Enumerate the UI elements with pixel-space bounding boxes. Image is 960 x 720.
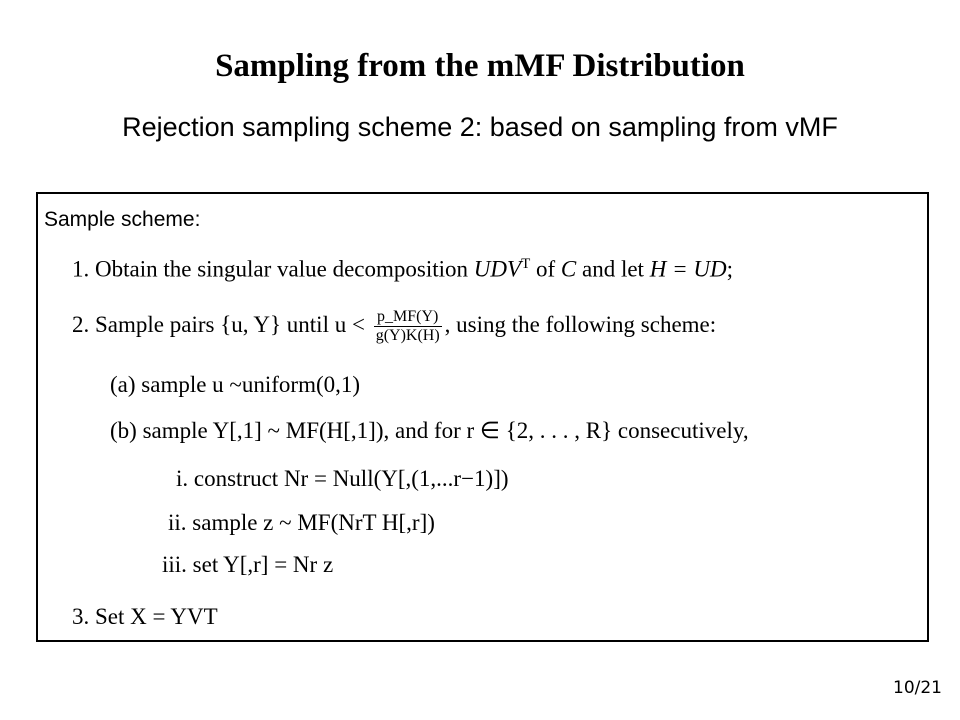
step-i (176, 466, 509, 492)
step-1-number: 1. (72, 256, 90, 282)
step-i-text: construct Nr = Null(Y[,(1,...r−1)]) (193, 466, 509, 491)
step-3-number: 3. (72, 604, 90, 629)
step-1-end: ; (726, 256, 733, 282)
step-i-number: i. (176, 466, 189, 491)
step-1-sup: T (521, 256, 531, 272)
fraction-denominator: g(Y)K(H) (375, 327, 440, 344)
slide-subtitle: Rejection sampling scheme 2: based on sampling from vMF (122, 112, 838, 142)
step-2-text: Sample pairs {u, Y} until u < (95, 311, 365, 337)
step-1-math: UDV (473, 256, 522, 282)
step-iii-text: set Y[,r] = Nr z (192, 552, 334, 577)
step-2-fraction (374, 308, 442, 345)
step-3-text: Set X = YVT (95, 604, 218, 629)
fraction-numerator: p_MF(Y) (374, 308, 442, 327)
step-ii-number: ii. (168, 510, 187, 535)
step-2 (72, 308, 716, 345)
step-2b-number: (b) (110, 418, 137, 443)
step-1-of: of (535, 256, 556, 282)
step-2a (110, 372, 360, 398)
step-iii (162, 552, 333, 578)
step-iii-number: iii. (162, 552, 187, 577)
step-ii-text: sample z ~ MF(NrT H[,r]) (192, 510, 435, 535)
step-ii (168, 510, 435, 536)
step-2b (110, 418, 749, 444)
step-1-eq: H = UD (649, 256, 727, 282)
step-1-text: Obtain the singular value decomposition (95, 256, 469, 282)
scheme-box (36, 192, 929, 642)
step-1-and: and let (582, 256, 644, 282)
step-3 (72, 604, 218, 630)
step-1-c: C (560, 256, 577, 282)
page-number: 10/21 (893, 678, 942, 698)
step-2b-text: sample Y[,1] ~ MF(H[,1]), and for r ∈ {2, . . . , R} consecutively, (142, 418, 749, 443)
step-2a-number: (a) (110, 372, 136, 397)
step-2-number: 2. (72, 311, 90, 337)
scheme-label: Sample scheme: (44, 208, 201, 231)
step-1 (72, 256, 733, 283)
step-2a-text: sample u ~uniform(0,1) (141, 372, 361, 397)
step-2-end: , using the following scheme: (444, 311, 717, 337)
slide-title: Sampling from the mMF Distribution (215, 48, 745, 84)
